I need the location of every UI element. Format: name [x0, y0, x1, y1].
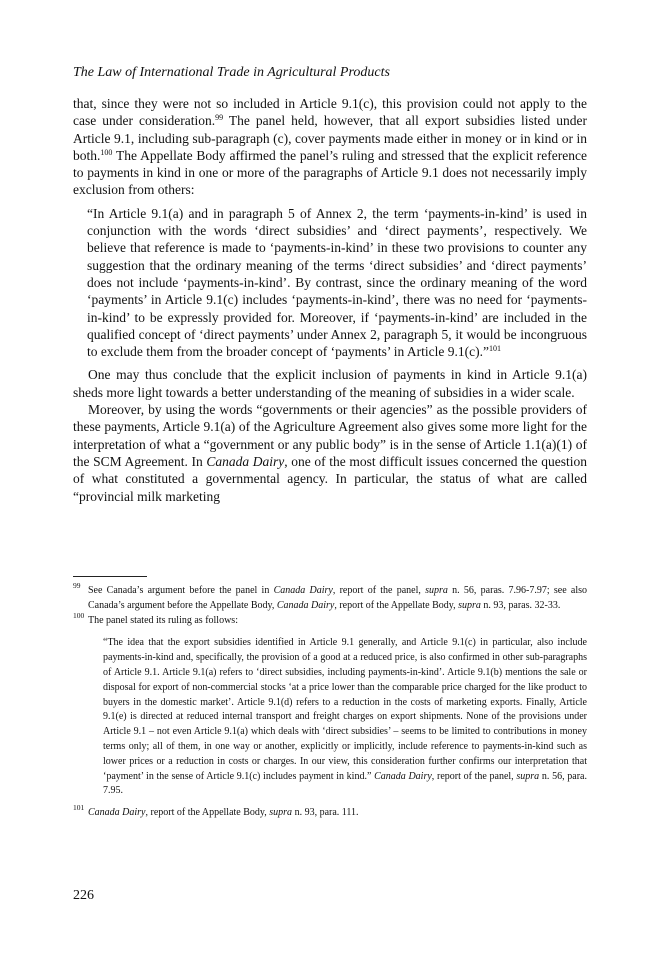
- footnote-101: 101 Canada Dairy, report of the Appellate Body, supra n. 93, para. 111.: [73, 803, 359, 819]
- page-number: 226: [73, 888, 94, 903]
- footnote-divider: [73, 576, 147, 577]
- footnotes: [73, 581, 587, 821]
- footnote-number: 101: [73, 803, 85, 813]
- footnote-quote: “The idea that the export subsidies identified in Article 9.1 generally, and Article 9.1(c) in particular, also include payments-in-kind and, specifically, the provision of a good at a reduced price, is also confirmed in other sub-paragraphs of Article 9.1. Article 9.1(a) refers to ‘direct subsidies, including payments-in-kind’. Article 9.1(b) mentions the sale or disposal for export of non-commercial stocks ‘at a price lower than the comparable price charged for the like product to buyers in the domestic market’. Article 9.1(d) refers to a reduction in the costs of marketing exports. Finally, Article 9.1(e) is directed at reduced internal transport and freight charges on export shipments. None of the provisions under Article 9.1 – not even Article 9.1(a) which deals with ‘direct subsidies’ – seems to be limited to contributions in money terms only; all of them, in one way or another, explicitly or implicitly, include reference to payments-in-kind such as lower prices or a reduction in costs or charges. In our view, this consideration further confirms our interpretation that ‘payment’ in the sense of Article 9.1(c) includes payment in kind.” Canada Dairy, report of the panel, supra n. 56, para. 7.95.: [103, 637, 587, 797]
- block-quote: “In Article 9.1(a) and in paragraph 5 of Annex 2, the term ‘payments-in-kind’ is used in conjunction with the words ‘direct subsidies’ and ‘direct payments’, respectively. We believe that reference is made to ‘payments-in-kind’ in these two provisions to counter any suggestion that the ordinary meaning of the terms ‘direct subsidies’ and ‘direct payments’ does not include ‘payments-in-kind’. By contrast, since the ordinary meaning of the word ‘payments’ in Article 9.1(c) includes ‘payments-in-kind’, there was no need for ‘payments-in-kind’ to be expressly provided for. Moreover, if ‘payments-in-kind’ are included in the qualified concept of ‘direct payments’ under Annex 2, paragraph 5, it would be incongruous to exclude them from the broader concept of ‘payments’ in Article 9.1(c).”$^{101}$: [87, 205, 587, 360]
- footnote-ref-100[interactable]: 100: [100, 147, 113, 157]
- footnote-ref-101[interactable]: 101: [488, 344, 501, 354]
- footnote-number: 99: [73, 581, 81, 590]
- footnote-100: 100 The panel stated its ruling as follows: “The idea that the export subsidies identified in Article 9.1 generally, and Article 9.1(c) in particular, also include payments-in-kind and, specifically, the provision of a good at a reduced price, is also confirmed in other sub-paragraphs of Article 9.1. Article 9.1(a) refers to ‘direct subsidies, including payments-in-kind’. Article 9.1(b) mentions the sale or disposal for export of non-commercial stocks ‘at a price lower than the comparable price charged for the like product to buyers in the domestic market’. Article 9.1(d) refers to a reduction in the costs of marketing exports. Finally, Article 9.1(e) is directed at reduced internal transport and freight charges on export shipments. None of the provisions under Article 9.1 – not even Article 9.1(a) which deals with ‘direct subsidies’ – seems to be limited to contributions in money terms only; all of them, in one way or another, explicitly or implicitly, include reference to payments-in-kind such as lower prices or a reduction in costs or charges. In our view, this consideration further confirms our interpretation that ‘payment’ in the sense of Article 9.1(c) includes payment in kind.” Canada Dairy, report of the panel, supra n. 56, para. 7.95.: [73, 614, 587, 800]
- paragraph-2: One may thus conclude that the explicit inclusion of payments in kind in Article 9.1(a) sheds more light towards a better understanding of the meaning of subsidies in a wider scale.: [73, 367, 587, 400]
- footnote-ref-99[interactable]: 99: [215, 113, 224, 123]
- running-head: The Law of International Trade in Agricultural Products: [73, 65, 390, 80]
- paragraph-3: Moreover, by using the words “governments or their agencies” as the possible providers of these payments, Article 9.1(a) of the Agriculture Agreement also gives some more light for the interpretation of what a “government or any public body” is in the sense of Article 1.1(a)(1) of the SCM Agreement. In Canada Dairy, one of the most difficult issues concerned the question of what constituted a governmental agency. In particular, the status of what are called “provincial milk marketing: [73, 402, 588, 504]
- case-name: Canada Dairy: [206, 453, 285, 469]
- paragraph-1: that, since they were not so included in Article 9.1(c), this provision could not apply to the case under consideration.$^{99}$ The panel held, however, that all export subsidies listed under Article 9.1, including sub-paragraph (c), cover payments made either in money or in kind or in both.$^{100}$ The Appellate Body affirmed the panel’s ruling and stressed that the explicit reference to payments in kind in one or more of the paragraphs of Article 9.1 does not necessarily imply exclusion from others:: [73, 96, 587, 198]
- main-text: [73, 95, 587, 505]
- footnote-number: 100: [73, 610, 85, 620]
- footnote-99: 99 See Canada’s argument before the panel in Canada Dairy, report of the panel, supra n. 56, paras. 7.96-7.97; see also Canada’s argument before the Appellate Body, Canada Dairy, report of the Appellate Body, supra n. 93, paras. 32-33.: [73, 581, 587, 611]
